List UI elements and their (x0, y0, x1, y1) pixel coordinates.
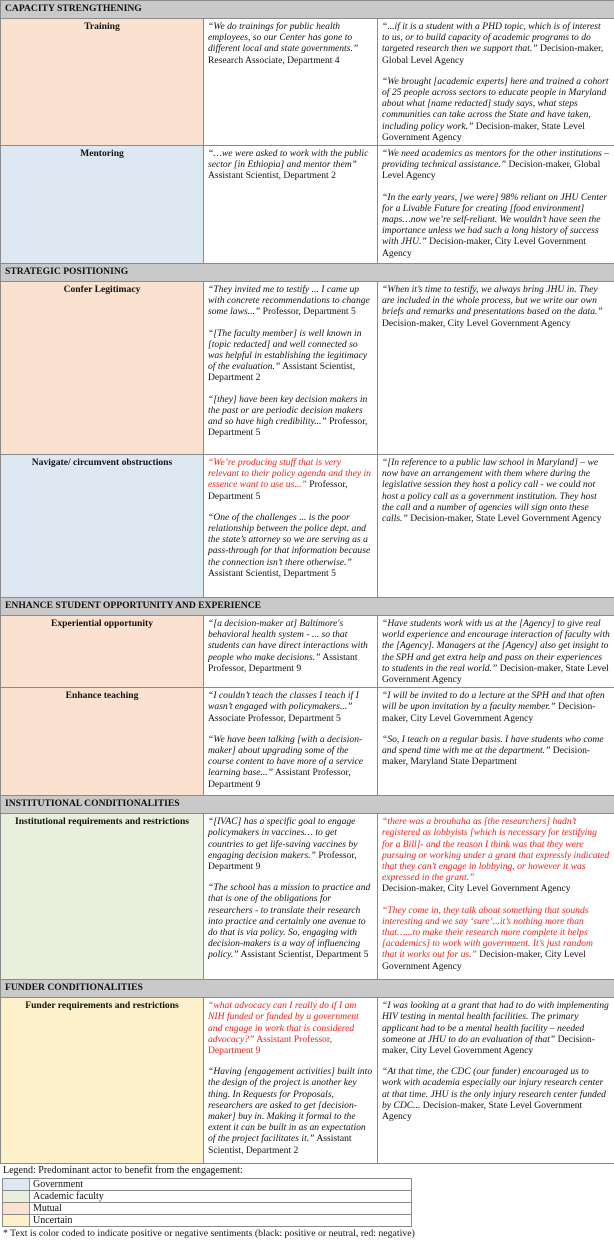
quote: “One of the challenges ... is the poor relationship between the police dept. and the state’s attorney so we are serving as a pass-through for that information because the connection isn’t there otherwise.” Assistant Scientist, Department 5 (208, 512, 373, 579)
section-header-capacity: CAPACITY STRENGTHENING (1, 1, 614, 19)
legend-label-uncertain: Uncertain (30, 1215, 412, 1227)
legend-swatch-academic (3, 1191, 30, 1203)
sentiment-note: * Text is color coded to indicate positive or negative sentiments (black: positive or neutral, red: negative) (0, 1227, 614, 1241)
quote: “At that time, the CDC (our funder) encouraged us to work with academia especially our injury research center at that time. JHU is the only injury research center funded by CDC... Decision-maker, State Level Government Agency (382, 1066, 610, 1122)
legend-label-government: Government (30, 1179, 412, 1191)
quote: “[they] have been key decision makers in the past or are periodic decision makers and so have high credibility...” Professor, Department 5 (208, 394, 373, 439)
legend-label-academic: Academic faculty (30, 1191, 412, 1203)
section-header-student: ENHANCE STUDENT OPPORTUNITY AND EXPERIENCE (1, 598, 614, 616)
government-cell-legitimacy (378, 282, 614, 455)
legend-table (2, 1178, 412, 1227)
legend-title: Legend: Predominant actor to benefit from the engagement: (0, 1164, 614, 1178)
government-cell-experiential (378, 616, 614, 688)
academic-cell-funder (204, 998, 378, 1164)
row-label-experiential: Experiential opportunity (1, 616, 204, 688)
quote: “I will be invited to do a lecture at the SPH and that often will be upon invitation by a faculty member.” Decision-maker, City Level Government Agency (382, 690, 610, 724)
quote: “[The faculty member] is well known in [topic redacted] and well connected so was helpful in establishing the legitimacy of the evaluation.” Assistant Scientist, Department 2 (208, 328, 373, 384)
quote: “They invited me to testify ... I came up with concrete recommendations to change some laws...” Professor, Department 5 (208, 284, 373, 318)
legend-label-mutual: Mutual (30, 1203, 412, 1215)
quote: “[a decision-maker at] Baltimore's behavioral health system - ... so that students can have direct interactions with people who make decisions.” Assistant Professor, Department 9 (208, 618, 373, 674)
row-label-navigate: Navigate/ circumvent obstructions (1, 455, 204, 598)
quote: “The school has a mission to practice and that is one of the obligations for researchers - to translate their research into practice and certainly one avenue to do that is via policy. So, engaging with decision-makers is a way of influencing policy.” Assistant Scientist, Department 5 (208, 882, 373, 960)
academic-cell-teaching (204, 688, 378, 796)
row-label-mentoring: Mentoring (1, 146, 204, 264)
academic-cell-training (204, 19, 378, 146)
quote-negative: “what advocacy can I really do if I am NIH funded or funded by a government and engage in work that is considered advocacy?” Assistant Professor, Department 9 (208, 1000, 373, 1056)
row-label-training: Training (1, 19, 204, 146)
section-header-institutional: INSTITUTIONAL CONDITIONALITIES (1, 796, 614, 814)
row-label-institutional: Institutional requirements and restrictions (1, 814, 204, 980)
quote-negative: “there was a brouhaha as [the researchers] hadn’t registered as lobbyists [which is necessary for testifying for a Bill]- and the reason I think was that they were pursuing or working under a grant that expressly indicated that they can’t engage in lobbying, or however it was expressed in the grant.” Decision-maker, City Level Government Agency (382, 816, 610, 894)
government-cell-institutional (378, 814, 614, 980)
academic-cell-institutional (204, 814, 378, 980)
legend-swatch-uncertain (3, 1215, 30, 1227)
quote: “Have students work with us at the [Agency] to give real world experience and encourage interaction of faculty with the [Agency]. Managers at the [Agency] also get insight to the SPH and get extra help and pass on their experiences to students in the real world.” Decision-maker, State Level Government Agency (382, 618, 610, 685)
academic-cell-experiential (204, 616, 378, 688)
quote: “Having [engagement activities] built into the design of the project is another key thing. In Requests for Proposals, researchers are asked to get [decision-maker] buy in. Making it formal to the extent it can be built in as an expectation of the project facilitates it.” Assistant Scientist, Department 2 (208, 1066, 373, 1156)
quote: “In the early years, [we were] 98% reliant on JHU Center for a Livable Future for creating [food environment] maps…now we’re self-reliant. We wouldn’t have seen the importance unless we had such a long history of success with JHU.” Decision-maker, City Level Government Agency (382, 192, 610, 259)
government-cell-teaching (378, 688, 614, 796)
quote: “I was looking at a grant that had to do with implementing HIV testing in mental health facilities. The primary applicant had to be a mental health facility – needed someone at JHU to do an evaluation of that” Decision-maker, City Level Government Agency (382, 1000, 610, 1056)
government-cell-mentoring (378, 146, 614, 264)
legend-swatch-government (3, 1179, 30, 1191)
section-header-strategic: STRATEGIC POSITIONING (1, 264, 614, 282)
quote-negative: “They come in, they talk about something that sounds interesting and we say ‘sure’...it’s nothing more than that…...to make their research more complete it helps [academics] to work with government. It’s just random that it works out for us.” Decision-maker, City Level Government Agency (382, 905, 610, 972)
academic-cell-mentoring (204, 146, 378, 264)
quote: “We need academics as mentors for the other institutions – providing technical assistance.” Decision-maker, Global Level Agency (382, 148, 610, 182)
academic-cell-navigate (204, 455, 378, 598)
quote-negative: “We’re producing stuff that is very relevant to their policy agenda and they in essence want to use us...” Professor, Department 5 (208, 457, 373, 502)
quote: “I couldn’t teach the classes I teach if I wasn’t engaged with policymakers...” Associate Professor, Department 5 (208, 690, 373, 724)
quote: “...if it is a student with a PHD topic, which is of interest to us, or to build capacity of academic programs to do targeted research then we support that.” Decision-maker, Global Level Agency (382, 21, 610, 66)
quote: “We have been talking [with a decision-maker] about upgrading some of the course content to have more of a service learning base...” Assistant Professor, Department 9 (208, 734, 373, 790)
quote: “…we were asked to work with the public sector [in Ethiopia] and mentor them” Assistant Scientist, Department 2 (208, 148, 373, 182)
quote: “[In reference to a public law school in Maryland] – we now have an arrangement with them where during the legislative session they host a policy call - we could not host a policy call as a government institution. They host the call and a number of agencies will sign onto these calls.” Decision-maker, State Level Government Agency (382, 457, 610, 524)
quote: “[IVAC] has a specific goal to engage policymakers in vaccines… to get countries to get life-saving vaccines by engaging decision makers.” Professor, Department 9 (208, 816, 373, 872)
quote: “When it’s time to testify, we always bring JHU in. They are included in the whole process, but we write our own briefs and remarks and presentations based on the data.” Decision-maker, City Level Government Agency (382, 284, 610, 329)
government-cell-funder (378, 998, 614, 1164)
section-header-funder: FUNDER CONDITIONALITIES (1, 980, 614, 998)
row-label-funder: Funder requirements and restrictions (1, 998, 204, 1164)
row-label-legitimacy: Confer Legitimacy (1, 282, 204, 455)
quote: “So, I teach on a regular basis. I have students who come and spend time with me at the department.” Decision-maker, Maryland State Department (382, 734, 610, 768)
academic-cell-legitimacy (204, 282, 378, 455)
quote: “We do trainings for public health employees, so our Center has gone to different local and state governments.” Research Associate, Department 4 (208, 21, 373, 66)
government-cell-training (378, 19, 614, 146)
government-cell-navigate (378, 455, 614, 598)
quote: “We brought [academic experts] here and trained a cohort of 25 people across sectors to educate people in Maryland about what [name redacted] study says, what steps communities can take across the State and have taken, including policy work.” Decision-maker, State Level Government Agency (382, 76, 610, 143)
row-label-teaching: Enhance teaching (1, 688, 204, 796)
